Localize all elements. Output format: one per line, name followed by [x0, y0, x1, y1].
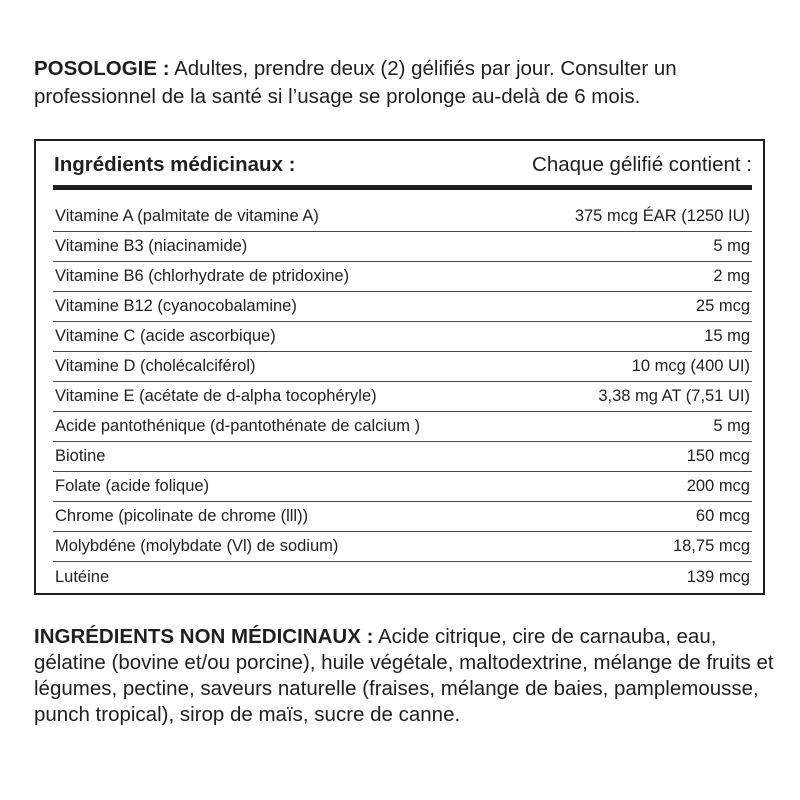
- header-rule: [53, 185, 752, 190]
- ingredient-row: [53, 472, 752, 502]
- ingredient-amount: 150 mcg: [686, 447, 750, 465]
- ingredient-row: [53, 412, 752, 442]
- ingredient-name: Biotine: [55, 447, 106, 465]
- non-medicinal-label: INGRÉDIENTS NON MÉDICINAUX :: [34, 625, 374, 648]
- dosage-label: POSOLOGIE :: [34, 57, 170, 80]
- ingredient-row: [53, 562, 752, 592]
- non-medicinal-text: Acide citrique, cire de carnauba, eau, gélatine (bovine et/ou porcine), huile végétale, maltodextrine, mélange de fruits et légumes, pectine, saveurs naturelle (fraises, mélange de baies, pamplemousse, punch tropical), sirop de maïs, sucre de canne.: [34, 625, 774, 726]
- ingredient-amount: 18,75 mcg: [672, 537, 750, 555]
- ingredient-row: [53, 532, 752, 562]
- ingredient-row: [53, 352, 752, 382]
- ingredient-amount: 200 mcg: [686, 477, 750, 495]
- ingredient-amount: 60 mcg: [695, 507, 750, 525]
- ingredient-amount: 5 mg: [713, 417, 750, 435]
- dosage-text: Adultes, prendre deux (2) gélifiés par jour. Consulter un professionnel de la santé si l’usage se prolonge au-delà de 6 mois.: [34, 57, 677, 108]
- panel-header-title: Ingrédients médicinaux :: [54, 153, 296, 176]
- ingredient-amount: 15 mg: [704, 327, 750, 345]
- ingredient-name: Vitamine C (acide ascorbique): [55, 327, 276, 345]
- medicinal-ingredients-panel: [34, 139, 765, 595]
- ingredient-row: [53, 382, 752, 412]
- ingredient-name: Acide pantothénique (d-pantothénate de calcium ): [55, 417, 421, 435]
- non-medicinal-paragraph: [34, 624, 774, 728]
- ingredient-row: [53, 202, 752, 232]
- ingredient-row: [53, 262, 752, 292]
- ingredient-name: Vitamine D (cholécalciférol): [55, 357, 256, 375]
- ingredient-name: Folate (acide folique): [55, 477, 210, 495]
- dosage-paragraph: [34, 55, 774, 111]
- ingredient-name: Chrome (picolinate de chrome (lll)): [55, 507, 309, 525]
- ingredient-amount: 139 mcg: [686, 567, 750, 586]
- ingredient-name: Vitamine E (acétate de d-alpha tocophéryle): [55, 387, 377, 405]
- ingredient-name: Vitamine A (palmitate de vitamine A): [55, 207, 319, 225]
- ingredient-name: Vitamine B6 (chlorhydrate de ptridoxine): [55, 267, 350, 285]
- ingredient-row: [53, 502, 752, 532]
- ingredient-name: Molybdéne (molybdate (Vl) de sodium): [55, 537, 339, 555]
- ingredient-amount: 3,38 mg AT (7,51 UI): [598, 387, 750, 405]
- ingredient-name: Vitamine B3 (niacinamide): [55, 237, 248, 255]
- ingredient-amount: 375 mcg ÉAR (1250 IU): [574, 207, 750, 225]
- ingredient-name: Lutéine: [55, 567, 110, 586]
- ingredient-amount: 10 mcg (400 UI): [631, 357, 750, 375]
- ingredient-row: [53, 292, 752, 322]
- ingredient-row: [53, 322, 752, 352]
- ingredient-name: Vitamine B12 (cyanocobalamine): [55, 297, 297, 315]
- ingredient-amount: 25 mcg: [695, 297, 750, 315]
- ingredient-rows: [53, 202, 752, 592]
- ingredient-row: [53, 442, 752, 472]
- panel-header-per-serving: Chaque gélifié contient :: [532, 153, 752, 176]
- ingredient-row: [53, 232, 752, 262]
- ingredient-amount: 2 mg: [713, 267, 750, 285]
- ingredient-amount: 5 mg: [713, 237, 750, 255]
